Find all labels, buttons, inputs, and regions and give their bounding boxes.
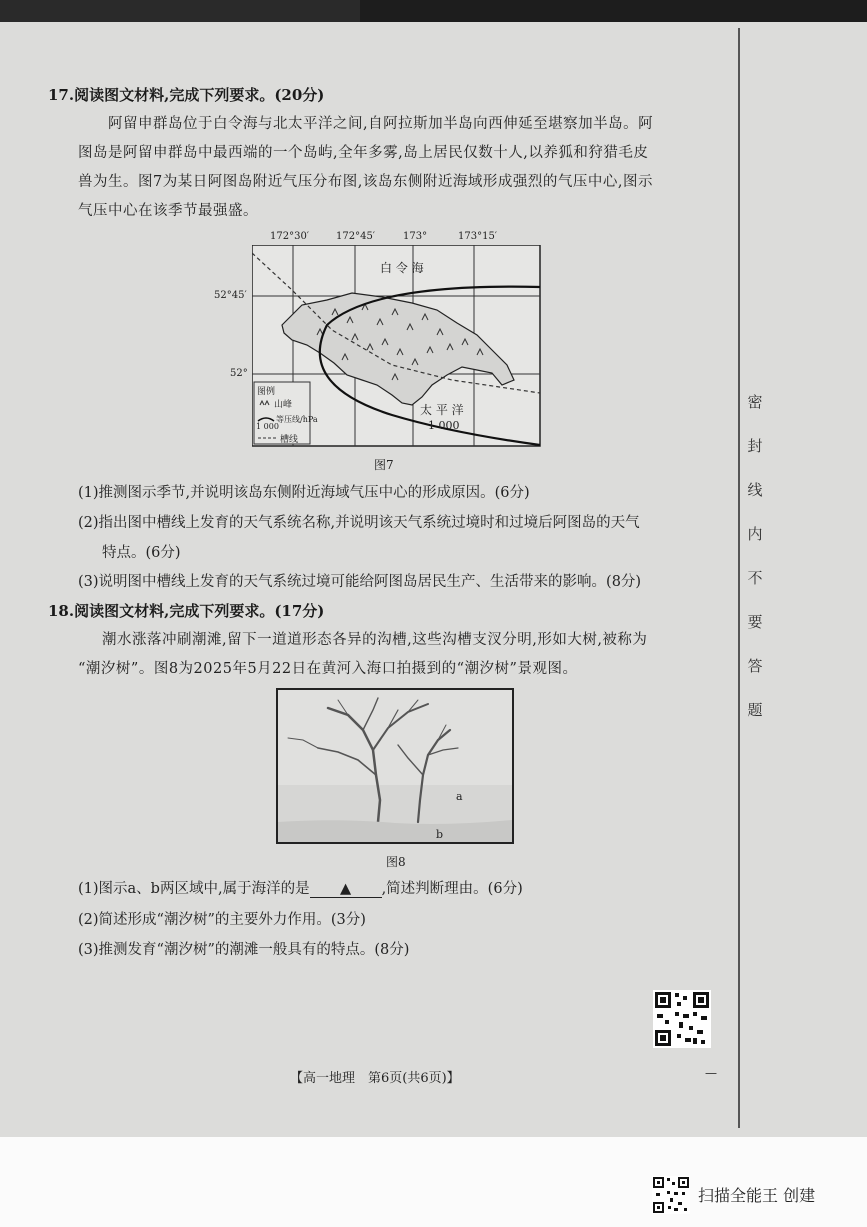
region-a-label: a <box>456 790 463 803</box>
q18-para-line: 潮水涨落冲刷潮滩,留下一道道形态各异的沟槽,这些沟槽支汊分明,形如大树,被称为 <box>102 632 648 648</box>
q18-sub1-prefix: (1)图示a、b两区域中,属于海洋的是 <box>78 881 310 897</box>
lat-label: 52° <box>230 368 248 379</box>
scanner-qr-icon <box>652 1176 690 1218</box>
legend-isobar-num: 1 000 <box>256 422 279 431</box>
q18-sub1-suffix: ,简述判断理由。(6分) <box>381 881 523 897</box>
figure-8-photo <box>276 688 514 844</box>
q17-title: 17.阅读图文材料,完成下列要求。(20分) <box>48 86 325 104</box>
q18-sub1 <box>78 877 523 898</box>
binding-char: 线 <box>747 481 763 499</box>
binding-char: 封 <box>747 437 763 455</box>
q17-para-line: 兽为生。图7为某日阿图岛附近气压分布图,该岛东侧附近海域形成强烈的气压中心,图示 <box>78 174 653 190</box>
binding-char: 答 <box>747 657 763 675</box>
sea-label-pacific: 太 平 洋 <box>420 403 464 417</box>
footer-dash: — <box>705 1066 717 1080</box>
lat-label: 52°45′ <box>214 290 247 301</box>
sea-label-bering: 白 令 海 <box>380 261 424 275</box>
q17-sub2: (2)指出图中槽线上发育的天气系统名称,并说明该天气系统过境时和过境后阿图岛的天气 <box>78 515 640 531</box>
legend-peak: 山峰 <box>274 400 293 410</box>
legend-title: 图例 <box>257 387 276 397</box>
q17-sub2-cont: 特点。(6分) <box>102 545 181 561</box>
page-footer: 【高一地理 第6页(共6页)】 <box>290 1071 460 1086</box>
isobar-label: 1 000 <box>428 419 460 432</box>
qr-code <box>653 990 711 1052</box>
lon-label: 173° <box>403 231 428 242</box>
binding-line <box>738 28 740 1128</box>
figure-7-map <box>214 231 542 448</box>
binding-char: 要 <box>747 613 763 631</box>
legend-isobar: 等压线/hPa <box>276 415 318 424</box>
q17-para-line: 图岛是阿留申群岛中最西端的一个岛屿,全年多雾,岛上居民仅数十人,以养狐和狩猎毛皮 <box>78 145 649 161</box>
q17-para-line: 阿留申群岛位于白令海与北太平洋之间,自阿拉斯加半岛向西伸延至堪察加半岛。阿 <box>108 116 654 132</box>
lon-label: 173°15′ <box>458 231 498 242</box>
q18-sub3: (3)推测发育“潮汐树”的潮滩一般具有的特点。(8分) <box>78 942 410 958</box>
binding-char: 密 <box>747 393 763 411</box>
q18-title: 18.阅读图文材料,完成下列要求。(17分) <box>48 602 325 620</box>
figure-8-caption: 图8 <box>386 855 406 869</box>
q17-sub1: (1)推测图示季节,并说明该岛东侧附近海域气压中心的形成原因。(6分) <box>78 485 530 501</box>
scanner-watermark-strip <box>0 1137 867 1227</box>
answer-blank[interactable]: ▲ <box>310 881 382 898</box>
q17-sub3: (3)说明图中槽线上发育的天气系统过境可能给阿图岛居民生产、生活带来的影响。(8分) <box>78 574 642 590</box>
q18-para-line: “潮汐树”。图8为2025年5月22日在黄河入海口拍摄到的“潮汐树”景观图。 <box>78 661 578 677</box>
q17-para-line: 气压中心在该季节最强盛。 <box>78 203 258 219</box>
binding-char: 题 <box>747 701 763 719</box>
region-b-label: b <box>436 828 444 841</box>
lon-label: 172°45′ <box>336 231 376 242</box>
q18-sub2: (2)简述形成“潮汐树”的主要外力作用。(3分) <box>78 912 366 928</box>
binding-notice <box>744 380 766 732</box>
legend-trough: 槽线 <box>280 435 299 445</box>
scanner-watermark-text: 扫描全能王 创建 <box>698 1186 816 1205</box>
binding-char: 不 <box>747 569 763 587</box>
figure-7-caption: 图7 <box>374 458 394 472</box>
lon-label: 172°30′ <box>270 231 310 242</box>
binding-char: 内 <box>747 525 763 543</box>
